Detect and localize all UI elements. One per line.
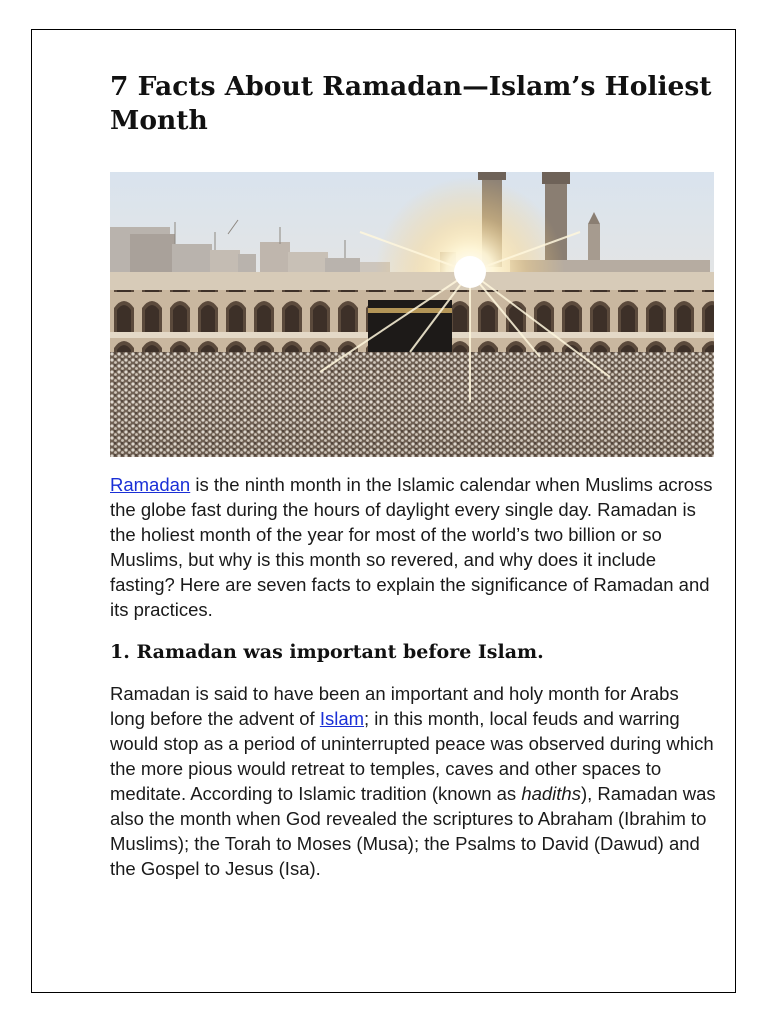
fact-1-heading: 1. Ramadan was important before Islam. [110, 641, 544, 663]
article-title: 7 Facts About Ramadan—Islam’s Holiest Month [110, 71, 712, 136]
ramadan-link[interactable]: Ramadan [110, 474, 191, 495]
intro-paragraph [110, 472, 716, 622]
fact-1-text-c: ), Ramadan was also the month when God revealed the scriptures to Abraham (Ibrahim to Muslims); the Torah to Moses (Musa); the Psalms to David (Dawud) and the Gospel to Jesus (Isa). [110, 783, 716, 879]
fact-1-text-b: ; in this month, local feuds and warring would stop as a period of uninterrupted peace was observed during which the more pious would retreat to temples, caves and other spaces to meditate. According to Islamic tradition (known as [110, 708, 714, 804]
hero-image [110, 172, 714, 457]
islam-link[interactable]: Islam [319, 708, 365, 729]
fact-1-text-a: Ramadan is said to have been an important and holy month for Arabs long before the advent of [110, 683, 679, 729]
hero-photo [110, 172, 714, 457]
fact-1-paragraph [110, 681, 716, 881]
hadiths-emphasis: hadiths [521, 783, 581, 804]
intro-text: is the ninth month in the Islamic calendar when Muslims across the globe fast during the hours of daylight every single day. Ramadan is the holiest month of the year for most of the world’s two billion or so Muslims, but why is this month so revered, and why does it include fasting? Here are seven facts to explain the significance of Ramadan and its practices. [110, 474, 713, 620]
document-page [31, 29, 736, 993]
article [110, 70, 716, 881]
